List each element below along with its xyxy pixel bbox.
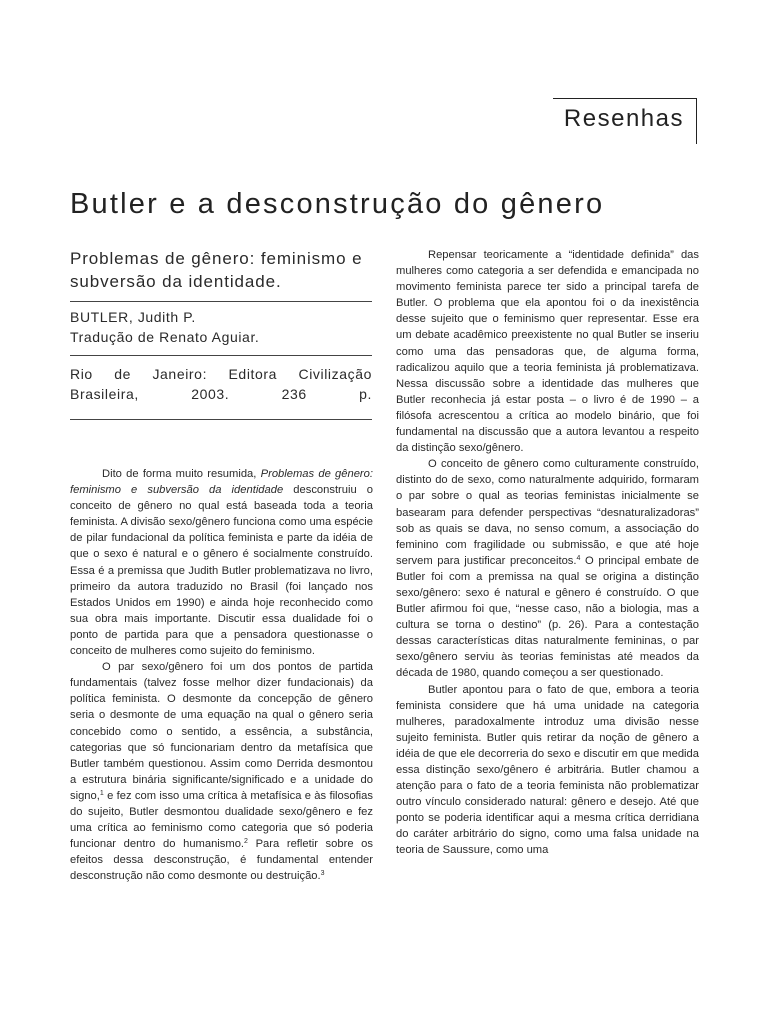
paragraph: O par sexo/gênero foi um dos pontos de partida fundamentais (talvez fosse melhor dizer fundacionais) da política feminista. O desmonte da concepção de gênero seria o desmonte de uma equação na qual o gênero seria concebido como o sentido, a essência, a substância, categorias que só funcionariam dentro da metafísica que Butler também questionou. Assim como Derrida desmontou a estrutura binária significante/significado e a unidade do signo,$^1$ e fez com isso uma crítica à metafísica e às filosofias do sujeito, Butler desmontou dualidade sexo/gênero e fez uma crítica ao feminismo como categoria que só poderia funcionar dentro do humanismo.$^2$ Para refletir sobre os efeitos dessa desconstrução, é fundamental entender desconstrução não como desmonte ou destruição.$^3$ xyxy=(70,661,373,883)
paragraph: Butler apontou para o fato de que, embora a teoria feminista considere que há uma unidade na categoria mulheres, paradoxalmente introduz uma divisão nesse sujeito feminista. Butler quis retirar da noção de gênero a idéia de que ele decorreria do sexo e discutir em que medida essa distinção sexo/gênero é arbitrária. Butler chamou a atenção para o fato de a teoria feminista não problematizar outro vínculo considerado natural: gênero e desejo. Até que ponto se poderia identificar aqui a mesma crítica derridiana do caráter arbitrário do signo, como uma falsa unidade na teoria de Saussure, como uma xyxy=(396,683,699,857)
section-label: Resenhas xyxy=(563,105,684,132)
article-title: Butler e a desconstrução do gênero xyxy=(70,188,605,220)
book-subtitle: Problemas de gênero: feminismo e subversão da identidade. xyxy=(70,249,363,291)
paragraph: O conceito de gênero como culturamente construído, distinto do de sexo, como naturalmente adquirido, formaram o par sobre o qual as teorias feministas inicialmente se basearam para defender perspectivas “desnaturalizadoras” sob as quais se dava, no senso comum, a associação do feminino com fragilidade ou submissão, e que até hoje servem para justificar preconceitos.$^4$ O principal embate de Butler foi com a premissa na qual se origina a distinção sexo/gênero: sexo é natural e gênero é construído. O que Butler afirmou foi que, “nesse caso, não a biologia, mas a cultura se torna o destino” (p. 26). Para a contestação dessas características ditas naturalmente femininas, o par sexo/gênero serviu às teorias feministas até meados da década de 1980, quando começou a ser questionado. xyxy=(396,458,699,680)
footnote-mark: 3 xyxy=(320,870,325,878)
book-translator: Tradução de Renato Aguiar. xyxy=(70,329,260,345)
bibliography-credits xyxy=(70,307,372,347)
book-title-italic: Problemas de gênero: feminismo e subversão da identidade xyxy=(70,468,373,497)
paragraph: Repensar teoricamente a “identidade definida” das mulheres como categoria a ser defendida e emancipada no movimento feminista parece ter sido a principal tarefa de Butler. O problema que ela apontou foi o da inexistência desse sujeito que o feminismo quer representar. Esse era um debate acadêmico preexistente no qual Butler se inseriu como uma das pensadoras que, de alguma forma, radicalizou aquilo que a teoria feminista já problematizava. Nessa discussão sobre a identidade das mulheres que Butler reconhecia já estar posta – o livro é de 1990 – a filósofa acrescentou a crítica ao modelo binário, que foi fundamental na discussão que a autora levantou a respeito da distinção sexo/gênero. xyxy=(396,249,699,455)
footnote-mark: 2 xyxy=(244,838,248,846)
book-publisher: Rio de Janeiro: Editora Civilização Brasileira, 2003. 236 p. xyxy=(70,366,372,402)
book-author: BUTLER, Judith P. xyxy=(70,309,196,325)
footnote-mark: 4 xyxy=(576,554,581,562)
paragraph: Dito de forma muito resumida, Problemas de gênero: feminismo e subversão da identidade desconstruiu o conceito de gênero no qual está baseada toda a teoria feminista. A divisão sexo/gênero funciona como uma espécie de pilar fundacional da política feminista e parte da idéia de que o sexo é natural e o gênero é socialmente construído. Essa é a premissa que Judith Butler problematizava no livro, primeiro da autora traduzido no Brasil (foi lançado nos Estados Unidos em 1990) e ainda hoje reconhecido como sua obra mais importante. Discutir essa dualidade foi o ponto de partida para que a pensadora questionasse o conceito de mulheres como sujeito do feminismo. xyxy=(70,468,374,658)
divider xyxy=(70,301,372,302)
body-column-left xyxy=(70,466,373,884)
bibliography-publication xyxy=(70,364,372,404)
divider xyxy=(70,419,372,420)
body-column-right xyxy=(396,247,699,859)
footnote-mark: 1 xyxy=(99,789,104,797)
divider xyxy=(70,355,372,356)
section-label-box xyxy=(553,98,697,144)
